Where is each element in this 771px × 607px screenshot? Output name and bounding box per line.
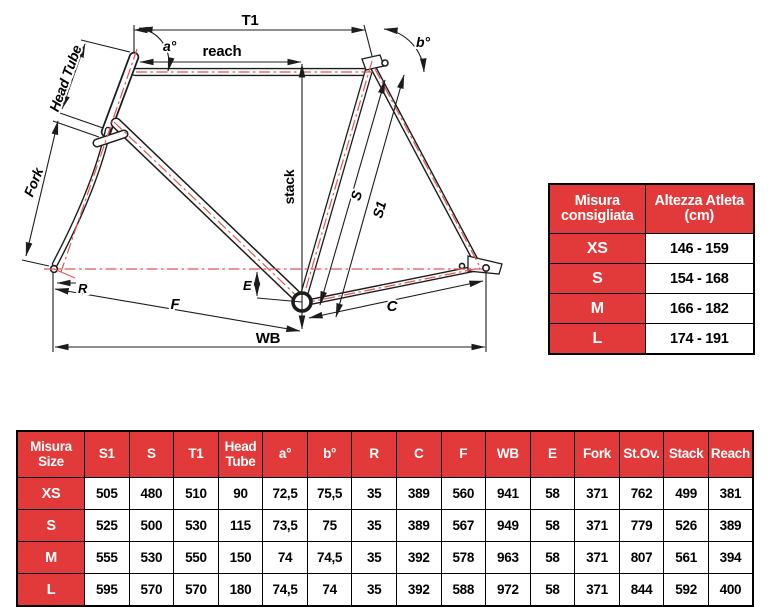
label-wb: WB <box>255 330 281 347</box>
geo-value-cell: 963 <box>486 542 531 574</box>
geo-value-cell: 389 <box>396 478 441 510</box>
geo-value-cell: 530 <box>129 542 174 574</box>
geo-value-cell: 941 <box>486 478 531 510</box>
geo-value-cell: 762 <box>619 478 664 510</box>
geo-value-cell: 567 <box>441 510 486 542</box>
geo-value-cell: 90 <box>218 478 263 510</box>
geo-value-cell: 400 <box>708 574 753 607</box>
size-table-row <box>549 294 754 324</box>
geo-value-cell: 381 <box>708 478 753 510</box>
geo-value-cell: 570 <box>174 574 219 607</box>
geo-value-cell: 779 <box>619 510 664 542</box>
geo-value-cell: 74,5 <box>307 542 352 574</box>
label-a-angle: a° <box>163 38 176 54</box>
geo-value-cell: 35 <box>352 510 397 542</box>
geo-value-cell: 74,5 <box>263 574 308 607</box>
geo-value-cell: 371 <box>575 574 620 607</box>
geo-value-cell: 150 <box>218 542 263 574</box>
geo-value-cell: 394 <box>708 542 753 574</box>
geo-size-cell: M <box>17 542 85 574</box>
size-cell: S <box>549 264 645 294</box>
height-range-cell: 166 - 182 <box>645 294 754 324</box>
geo-value-cell: 371 <box>575 478 620 510</box>
label-e: E <box>243 278 252 293</box>
geometry-header-row <box>17 431 753 478</box>
geo-value-cell: 526 <box>664 510 709 542</box>
geo-value-cell: 588 <box>441 574 486 607</box>
geo-header-reach: Reach <box>708 431 753 478</box>
label-r: R <box>78 281 88 296</box>
geo-value-cell: 480 <box>129 478 174 510</box>
size-cell: XS <box>549 234 645 264</box>
geo-value-cell: 75,5 <box>307 478 352 510</box>
geo-value-cell: 949 <box>486 510 531 542</box>
size-table-header-misura: Misura consigliata <box>549 184 645 234</box>
geo-table-row <box>17 542 753 574</box>
height-range-cell: 154 - 168 <box>645 264 754 294</box>
geo-value-cell: 35 <box>352 478 397 510</box>
size-table-header-altezza: Altezza Atleta (cm) <box>645 184 754 234</box>
geo-value-cell: 58 <box>530 542 575 574</box>
geometry-table <box>16 430 754 607</box>
geo-value-cell: 525 <box>85 510 130 542</box>
geo-header-r: R <box>352 431 397 478</box>
geo-header-a: a° <box>263 431 308 478</box>
recommended-size-table <box>548 183 755 355</box>
geo-header-stack: Stack <box>664 431 709 478</box>
geo-value-cell: 58 <box>530 478 575 510</box>
geo-value-cell: 392 <box>396 574 441 607</box>
height-range-cell: 146 - 159 <box>645 234 754 264</box>
geo-value-cell: 972 <box>486 574 531 607</box>
geo-value-cell: 550 <box>174 542 219 574</box>
geo-value-cell: 592 <box>664 574 709 607</box>
height-range-cell: 174 - 191 <box>645 324 754 355</box>
frame-geometry-diagram <box>0 0 545 415</box>
geo-header-t1: T1 <box>174 431 219 478</box>
geo-value-cell: 530 <box>174 510 219 542</box>
label-t1: T1 <box>241 12 259 29</box>
geo-header-misura-size: Misura Size <box>17 431 85 478</box>
geo-value-cell: 58 <box>530 510 575 542</box>
geo-value-cell: 35 <box>352 574 397 607</box>
geo-value-cell: 74 <box>263 542 308 574</box>
size-table-row <box>549 264 754 294</box>
size-table-header-row <box>549 184 754 234</box>
geo-value-cell: 74 <box>307 574 352 607</box>
geo-value-cell: 570 <box>129 574 174 607</box>
geo-table-row <box>17 478 753 510</box>
geo-value-cell: 505 <box>85 478 130 510</box>
size-cell: L <box>549 324 645 355</box>
geo-value-cell: 499 <box>664 478 709 510</box>
label-f: F <box>170 296 180 313</box>
geo-value-cell: 58 <box>530 574 575 607</box>
geo-value-cell: 560 <box>441 478 486 510</box>
geo-header-headtube: Head Tube <box>218 431 263 478</box>
geo-value-cell: 844 <box>619 574 664 607</box>
geo-value-cell: 561 <box>664 542 709 574</box>
geo-header-stov: St.Ov. <box>619 431 664 478</box>
geo-value-cell: 510 <box>174 478 219 510</box>
geo-value-cell: 72,5 <box>263 478 308 510</box>
geo-value-cell: 371 <box>575 510 620 542</box>
geo-header-e: E <box>530 431 575 478</box>
label-s: S <box>347 189 366 203</box>
size-table-row <box>549 234 754 264</box>
label-reach: reach <box>202 43 242 60</box>
geo-header-fork: Fork <box>575 431 620 478</box>
geo-header-f: F <box>441 431 486 478</box>
label-c: C <box>386 298 398 315</box>
geo-value-cell: 115 <box>218 510 263 542</box>
geo-header-s1: S1 <box>85 431 130 478</box>
label-head-tube: Head Tube <box>45 42 85 114</box>
frame-tubes <box>55 57 478 303</box>
geo-size-cell: L <box>17 574 85 607</box>
geo-value-cell: 389 <box>708 510 753 542</box>
geo-value-cell: 555 <box>85 542 130 574</box>
label-b-angle: b° <box>416 34 430 50</box>
geo-value-cell: 807 <box>619 542 664 574</box>
geo-header-c: C <box>396 431 441 478</box>
geo-value-cell: 578 <box>441 542 486 574</box>
geo-table-row <box>17 574 753 607</box>
geo-table-row <box>17 510 753 542</box>
geo-header-s: S <box>129 431 174 478</box>
label-stack: stack <box>281 169 297 205</box>
geo-size-cell: S <box>17 510 85 542</box>
geo-value-cell: 180 <box>218 574 263 607</box>
geo-value-cell: 73,5 <box>263 510 308 542</box>
geo-value-cell: 371 <box>575 542 620 574</box>
geo-value-cell: 595 <box>85 574 130 607</box>
geo-value-cell: 389 <box>396 510 441 542</box>
geo-value-cell: 500 <box>129 510 174 542</box>
size-cell: M <box>549 294 645 324</box>
geo-value-cell: 75 <box>307 510 352 542</box>
geo-size-cell: XS <box>17 478 85 510</box>
geo-header-wb: WB <box>486 431 531 478</box>
size-table-row <box>549 324 754 355</box>
label-s1: S1 <box>369 199 390 220</box>
seat-clamp <box>362 55 388 70</box>
geo-value-cell: 35 <box>352 542 397 574</box>
label-fork: Fork <box>20 165 47 199</box>
geo-header-b: b° <box>307 431 352 478</box>
geo-value-cell: 392 <box>396 542 441 574</box>
